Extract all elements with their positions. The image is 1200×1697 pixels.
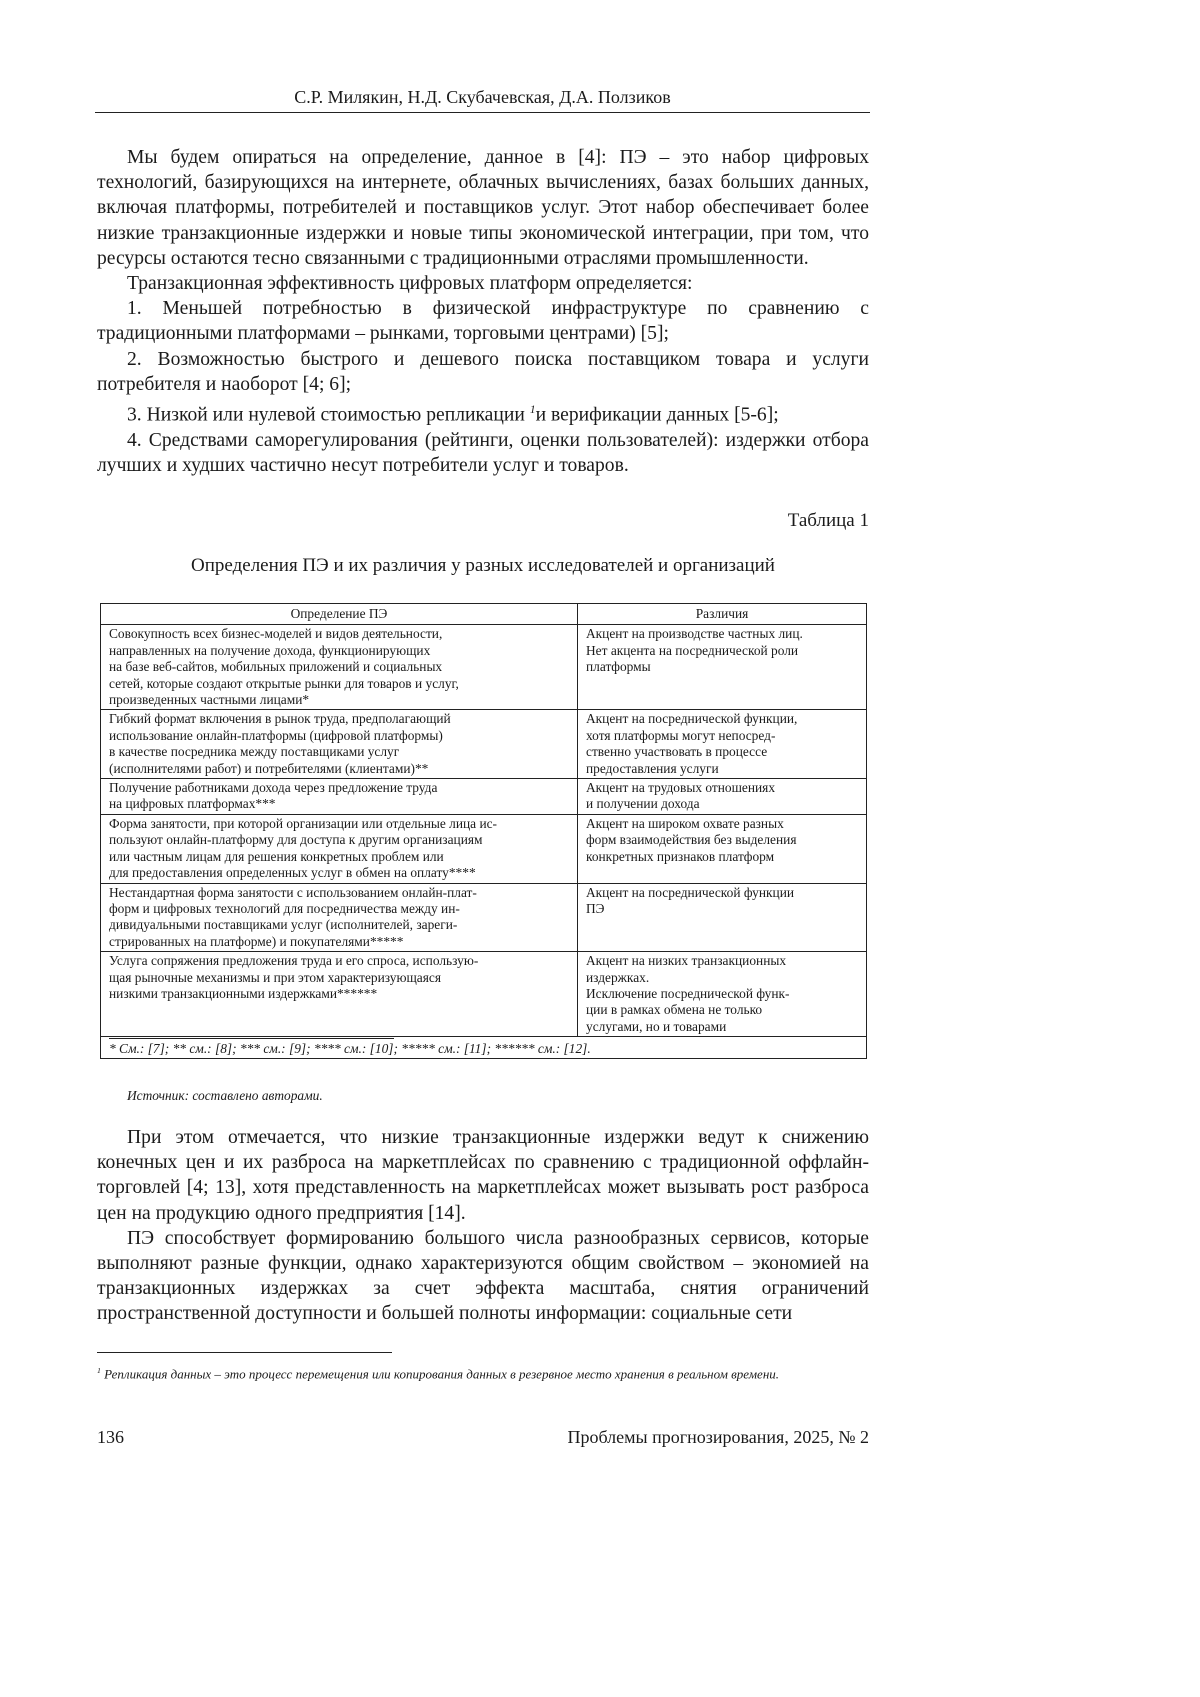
table-row (101, 952, 867, 1037)
table-notes-row (101, 1037, 867, 1059)
definition-text (109, 626, 571, 708)
footnote-text: Репликация данных – это процесс перемещения или копирования данных в резервное место хранения в реальном времени. (104, 1366, 780, 1382)
footnote (97, 1363, 869, 1382)
difference-line: Акцент на посреднической функции (586, 884, 795, 900)
list-item (97, 397, 869, 428)
list-item-text: и верификации данных [5-6]; (535, 404, 779, 426)
definition-line: Получение работниками дохода через предложение труда (109, 780, 438, 796)
definition-line: произведенных частными лицами* (109, 692, 310, 708)
column-header: Различия (578, 604, 867, 625)
difference-text (586, 816, 860, 865)
difference-line: Акцент на широком охвате разных (586, 815, 784, 831)
table-row (101, 779, 867, 815)
running-header (95, 86, 870, 113)
difference-line: конкретных признаков платформ (586, 848, 775, 864)
definition-line: или частным лицам для решения конкретных проблем или (109, 848, 444, 864)
difference-cell (578, 710, 867, 779)
table-row (101, 710, 867, 779)
header-authors: С.Р. Милякин, Н.Д. Скубачевская, Д.А. Ползиков (294, 87, 671, 107)
difference-line: ции в рамках обмена не только (586, 1002, 763, 1018)
definition-line: стрированных на платформе) и покупателями***** (109, 933, 404, 949)
definition-cell (101, 883, 578, 952)
table-number: Таблица 1 (787, 510, 869, 531)
difference-text (586, 780, 860, 813)
definition-line: (исполнителями работ) и потребителями (клиентами)** (109, 760, 429, 776)
definition-line: Гибкий формат включения в рынок труда, предполагающий (109, 711, 451, 727)
difference-cell (578, 779, 867, 815)
definition-line: на базе веб-сайтов, мобильных приложений и социальных (109, 659, 443, 675)
difference-line: Нет акцента на посреднической роли (586, 642, 799, 658)
definition-line: на цифровых платформах*** (109, 796, 276, 812)
table-notes: * См.: [7]; ** см.: [8]; *** см.: [9]; **** см.: [10]; ***** см.: [11]; ****** см.: [12]. (109, 1038, 860, 1057)
definition-cell (101, 814, 578, 883)
definition-line: сетей, которые создают открытые рынки для товаров и услуг, (109, 675, 459, 691)
difference-line: ственно участвовать в процессе (586, 744, 768, 760)
difference-line: Исключение посреднической функ- (586, 985, 790, 1001)
table-row (101, 883, 867, 952)
difference-line: издержках. (586, 969, 650, 985)
table-body (101, 625, 867, 1037)
list-item: 1. Меньшей потребностью в физической инфраструктуре по сравнению с традиционными платформами – рынками, торговыми центрами) [5]; (97, 298, 869, 345)
difference-text (586, 885, 860, 918)
definition-line: пользуют онлайн-платформу для доступа к другим организациям (109, 832, 483, 848)
definitions-table (100, 603, 867, 1059)
difference-line: ПЭ (586, 900, 605, 916)
definition-line: использование онлайн-платформы (цифровой платформы) (109, 727, 443, 743)
paragraph: ПЭ способствует формированию большого числа разнообразных сервисов, которые выполняют разные функции, однако характеризуются общим свойством – экономией на транзакционных издержках за счет эффекта масштаба, снятия ограничений пространственной доступности и большей полноты информации: социальные сети (97, 1227, 869, 1325)
definition-text (109, 885, 571, 951)
definition-line: Совокупность всех бизнес-моделей и видов деятельности, (109, 626, 443, 642)
list-item-text: 3. Низкой или нулевой стоимостью репликации (127, 404, 530, 426)
definition-line: Форма занятости, при которой организации или отдельные лица ис- (109, 815, 498, 831)
definition-line: направленных на получение дохода, функционирующих (109, 642, 431, 658)
paragraph: Мы будем опираться на определение, данное в [4]: ПЭ – это набор цифровых технологий, базирующихся на интернете, облачных вычислениях, базах больших данных, включая платформы, потребителей и поставщиков услуг. Этот набор обеспечивает более низкие транзакционные издержки и новые типы экономической интеграции, при том, что ресурсы остаются тесно связанными с традиционными отраслями промышленности. (97, 147, 869, 269)
definition-text (109, 953, 571, 1002)
table-row (101, 814, 867, 883)
footnote-ref: 1 (529, 403, 536, 417)
difference-line: Акцент на посреднической функции, (586, 711, 798, 727)
definition-cell (101, 779, 578, 815)
difference-cell (578, 814, 867, 883)
footnote-rule (97, 1352, 392, 1353)
definition-line: форм и цифровых технологий для посредничества между ин- (109, 900, 460, 916)
definition-text (109, 711, 571, 777)
definition-line: Услуга сопряжения предложения труда и его спроса, использую- (109, 953, 479, 969)
column-header: Определение ПЭ (101, 604, 578, 625)
difference-line: форм взаимодействия без выделения (586, 832, 797, 848)
difference-text (586, 711, 860, 777)
difference-line: Акцент на производстве частных лиц. (586, 626, 803, 642)
definition-cell (101, 952, 578, 1037)
list-item: 2. Возможностью быстрого и дешевого поиска поставщиком товара и услуги потребителя и наоборот [4; 6]; (97, 348, 869, 395)
difference-text (586, 643, 860, 676)
table-title: Определения ПЭ и их различия у разных исследователей и организаций (191, 555, 775, 576)
definition-line: для предоставления определенных услуг в обмен на оплату**** (109, 865, 476, 881)
paragraph: Транзакционная эффективность цифровых платформ определяется: (127, 273, 693, 295)
body-text-top (97, 145, 869, 478)
definition-line: Нестандартная форма занятости с использованием онлайн-плат- (109, 884, 477, 900)
difference-line: платформы (586, 659, 651, 675)
footnote-mark: 1 (97, 1366, 101, 1375)
page-number: 136 (97, 1427, 124, 1447)
definition-cell (101, 710, 578, 779)
difference-text (586, 986, 860, 1035)
table-source: Источник: составлено авторами. (127, 1088, 323, 1103)
table-header-row (101, 604, 867, 625)
difference-cell (578, 952, 867, 1037)
difference-line: Акцент на трудовых отношениях (586, 780, 776, 796)
difference-line: и получении дохода (586, 796, 700, 812)
definition-line: щая рыночные механизмы и при этом характеризующаяся (109, 969, 441, 985)
difference-cell (578, 625, 867, 710)
difference-cell (578, 883, 867, 952)
difference-text (586, 953, 860, 986)
definition-line: низкими транзакционными издержками****** (109, 985, 378, 1001)
paragraph: При этом отмечается, что низкие транзакционные издержки ведут к снижению конечных цен и их разброса на маркетплейсах по сравнению с традиционной оффлайн- торговлей [4; 13], хотя представленность на маркетплейсах может вызывать рост разброса цен на продукцию одного предприятия [14]. (97, 1127, 869, 1224)
difference-line: Акцент на низких транзакционных (586, 953, 787, 969)
definition-line: дивидуальными поставщиками услуг (исполнителей, зареги- (109, 917, 458, 933)
definition-line: в качестве посредника между поставщиками услуг (109, 744, 400, 760)
definition-text (109, 816, 571, 882)
list-item: 4. Средствами саморегулирования (рейтинги, оценки пользователей): издержки отбора лучших и худших частично несут потребители услуг и товаров. (97, 429, 869, 476)
definition-text (109, 780, 571, 813)
table-row (101, 625, 867, 710)
difference-line: хотя платформы могут непосред- (586, 727, 776, 743)
body-text-bottom (97, 1125, 869, 1327)
definition-cell (101, 625, 578, 710)
difference-line: предоставления услуги (586, 760, 719, 776)
table-notes-cell (101, 1037, 867, 1059)
journal-name: Проблемы прогнозирования, 2025, № 2 (567, 1427, 869, 1447)
difference-line: услугами, но и товарами (586, 1018, 727, 1034)
difference-text (586, 626, 860, 642)
